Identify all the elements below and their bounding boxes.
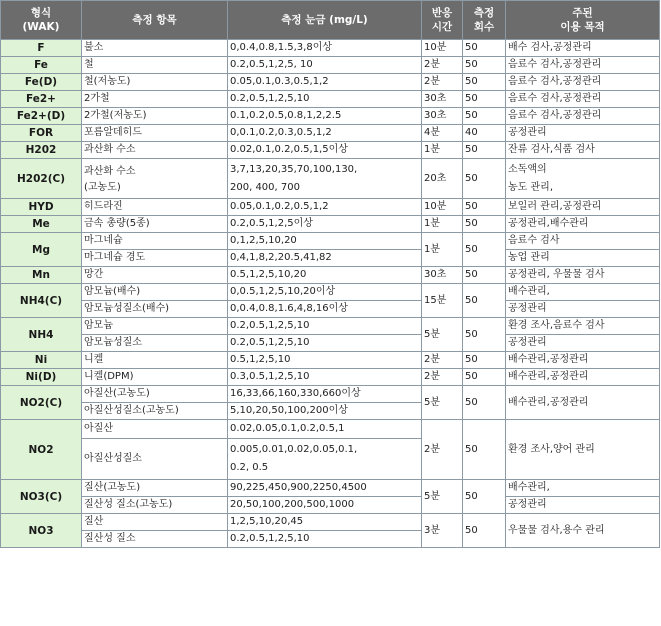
range-values: 0.2,0.5,1,2,5,10 [228, 531, 422, 548]
type-code: Ni [1, 352, 82, 369]
reaction-time: 2분 [422, 57, 463, 74]
type-code: NO3 [1, 514, 82, 548]
item-name: 암모늄(배수) [82, 284, 228, 301]
type-code: HYD [1, 199, 82, 216]
table-row [1, 318, 660, 335]
range-values: 0.2,0.5,1,2,5,10 [228, 335, 422, 352]
main-purpose: 공정관리, 우물물 검사 [506, 267, 660, 284]
item-name: 2가철(저농도) [82, 108, 228, 125]
measure-count: 50 [463, 352, 506, 369]
range-line1: 3,7,13,20,35,70,100,130, [230, 163, 358, 175]
reaction-time: 2분 [422, 420, 463, 480]
item-name: 암모늄성질소 [82, 335, 228, 352]
table-row [1, 233, 660, 250]
type-code: Fe(D) [1, 74, 82, 91]
item-name [82, 159, 228, 199]
table-row [1, 267, 660, 284]
main-purpose: 배수 검사,공정관리 [506, 40, 660, 57]
main-purpose: 공정관리,배수관리 [506, 216, 660, 233]
range-values: 0.05,0.1,0.3,0.5,1,2 [228, 74, 422, 91]
type-code: H202(C) [1, 159, 82, 199]
table-row [1, 514, 660, 531]
range-values: 0,0.1,0.2,0.3,0.5,1,2 [228, 125, 422, 142]
main-purpose: 환경 조사,음료수 검사 [506, 318, 660, 335]
measure-count: 50 [463, 480, 506, 514]
item-name: 마그네슘 [82, 233, 228, 250]
measure-count: 50 [463, 386, 506, 420]
table-row [1, 159, 660, 199]
reaction-time: 5분 [422, 386, 463, 420]
item-name: 금속 총량(5종) [82, 216, 228, 233]
main-purpose: 배수관리,공정관리 [506, 352, 660, 369]
main-purpose: 우물물 검사,용수 관리 [506, 514, 660, 548]
main-purpose [506, 159, 660, 199]
main-purpose: 음료수 검사,공정관리 [506, 108, 660, 125]
main-purpose: 공정관리 [506, 335, 660, 352]
item-name: 암모늄 [82, 318, 228, 335]
header-row [1, 1, 660, 40]
table-row [1, 108, 660, 125]
main-purpose: 환경 조사,양어 관리 [506, 420, 660, 480]
item-name: 아질산성질소(고농도) [82, 403, 228, 420]
type-code: NH4 [1, 318, 82, 352]
table-row [1, 216, 660, 233]
table-row [1, 91, 660, 108]
range-line2: 200, 400, 700 [230, 181, 300, 193]
item-name: 아질산 [82, 420, 228, 439]
item-name-line2: (고농도) [84, 181, 121, 193]
range-values: 0.5,1,2,5,10,20 [228, 267, 422, 284]
main-purpose: 음료수 검사,공정관리 [506, 91, 660, 108]
measure-count: 50 [463, 40, 506, 57]
range-values: 0,4,1,8,2,20.5,41,82 [228, 250, 422, 267]
reaction-time: 2분 [422, 352, 463, 369]
range-line2: 0.2, 0.5 [230, 462, 269, 473]
range-values: 0,0.5,1,2,5,10,20이상 [228, 284, 422, 301]
measure-count: 50 [463, 284, 506, 318]
main-purpose: 공정관리 [506, 497, 660, 514]
item-name: 과산화 수소 [82, 142, 228, 159]
measure-count: 50 [463, 199, 506, 216]
reaction-time: 15분 [422, 284, 463, 318]
item-name: 질산(고농도) [82, 480, 228, 497]
header-item: 측정 항목 [82, 1, 228, 40]
table-row [1, 352, 660, 369]
item-name: 히드라진 [82, 199, 228, 216]
item-name: 2가철 [82, 91, 228, 108]
table-row [1, 250, 660, 267]
table-row [1, 57, 660, 74]
table-row [1, 386, 660, 403]
range-values: 0.2,0.5,1,2,5,10 [228, 91, 422, 108]
table-row [1, 335, 660, 352]
item-name: 망간 [82, 267, 228, 284]
table-row [1, 369, 660, 386]
main-purpose: 음료수 검사,공정관리 [506, 57, 660, 74]
reaction-time: 10분 [422, 40, 463, 57]
item-name: 니켈(DPM) [82, 369, 228, 386]
type-code: Ni(D) [1, 369, 82, 386]
main-purpose: 배수관리, [506, 284, 660, 301]
type-code: H202 [1, 142, 82, 159]
header-range: 측정 눈금 (mg/L) [228, 1, 422, 40]
item-name: 철 [82, 57, 228, 74]
header-count: 측정 회수 [463, 1, 506, 40]
reaction-time: 10분 [422, 199, 463, 216]
table-row [1, 199, 660, 216]
measure-count: 50 [463, 216, 506, 233]
main-purpose: 농업 관리 [506, 250, 660, 267]
measure-count: 50 [463, 318, 506, 352]
range-values: 5,10,20,50,100,200이상 [228, 403, 422, 420]
measure-count: 50 [463, 91, 506, 108]
type-code: NO2(C) [1, 386, 82, 420]
item-name: 포름알데히드 [82, 125, 228, 142]
reaction-time: 30초 [422, 91, 463, 108]
type-code: Mg [1, 233, 82, 267]
measure-count: 50 [463, 369, 506, 386]
table-row [1, 420, 660, 439]
range-values: 0.05,0.1,0.2,0.5,1,2 [228, 199, 422, 216]
range-values: 0.1,0.2,0.5,0.8,1,2,2.5 [228, 108, 422, 125]
header-type: 형식 (WAK) [1, 1, 82, 40]
range-values: 1,2,5,10,20,45 [228, 514, 422, 531]
table-row [1, 40, 660, 57]
item-name: 불소 [82, 40, 228, 57]
type-code: NO3(C) [1, 480, 82, 514]
reaction-time: 2분 [422, 74, 463, 91]
main-purpose: 공정관리 [506, 125, 660, 142]
range-values: 0.2,0.5,1,2,5이상 [228, 216, 422, 233]
main-purpose: 보일러 관리,공정관리 [506, 199, 660, 216]
type-code: F [1, 40, 82, 57]
table-row [1, 480, 660, 497]
type-code: NH4(C) [1, 284, 82, 318]
measure-count: 50 [463, 514, 506, 548]
range-values: 90,225,450,900,2250,4500 [228, 480, 422, 497]
range-values: 0.3,0.5,1,2,5,10 [228, 369, 422, 386]
measure-count: 50 [463, 142, 506, 159]
item-name: 마그네슘 경도 [82, 250, 228, 267]
item-name-line1: 과산화 수소 [84, 165, 136, 177]
measure-count: 50 [463, 233, 506, 267]
measure-count: 50 [463, 108, 506, 125]
main-purpose: 음료수 검사,공정관리 [506, 74, 660, 91]
range-values: 0,0.4,0.8,1.6,4,8,16이상 [228, 301, 422, 318]
type-code: Fe2+ [1, 91, 82, 108]
type-code: Mn [1, 267, 82, 284]
item-name: 질산 [82, 514, 228, 531]
table-row [1, 284, 660, 301]
table-row [1, 142, 660, 159]
type-code: Fe [1, 57, 82, 74]
reaction-time: 3분 [422, 514, 463, 548]
range-values [228, 159, 422, 199]
item-name: 질산성 질소 [82, 531, 228, 548]
type-code: Fe2+(D) [1, 108, 82, 125]
reaction-time: 30초 [422, 108, 463, 125]
item-name: 암모늄성질소(배수) [82, 301, 228, 318]
range-line1: 0.005,0.01,0.02,0.05,0.1, [230, 444, 358, 455]
measure-count: 50 [463, 74, 506, 91]
header-purpose: 주된 이용 목적 [506, 1, 660, 40]
reaction-time: 30초 [422, 267, 463, 284]
range-values: 0.5,1,2,5,10 [228, 352, 422, 369]
type-code: NO2 [1, 420, 82, 480]
reaction-time: 1분 [422, 233, 463, 267]
measure-count: 50 [463, 57, 506, 74]
range-values: 0.02,0.1,0.2,0.5,1,5이상 [228, 142, 422, 159]
main-purpose: 잔류 검사,식품 검사 [506, 142, 660, 159]
item-name: 아질산성질소 [82, 439, 228, 480]
reaction-time: 20초 [422, 159, 463, 199]
range-values: 0.2,0.5,1,2,5,10 [228, 318, 422, 335]
table-row [1, 74, 660, 91]
reaction-time: 5분 [422, 480, 463, 514]
item-name: 철(저농도) [82, 74, 228, 91]
range-values: 0,0.4,0.8,1.5,3,8이상 [228, 40, 422, 57]
range-values: 16,33,66,160,330,660이상 [228, 386, 422, 403]
measure-count: 50 [463, 159, 506, 199]
type-code: FOR [1, 125, 82, 142]
measure-count: 50 [463, 267, 506, 284]
table-row [1, 301, 660, 318]
reaction-time: 1분 [422, 216, 463, 233]
range-values: 20,50,100,200,500,1000 [228, 497, 422, 514]
main-purpose: 배수관리,공정관리 [506, 369, 660, 386]
range-values: 0,1,2,5,10,20 [228, 233, 422, 250]
main-purpose: 음료수 검사 [506, 233, 660, 250]
reaction-time: 2분 [422, 369, 463, 386]
type-code: Me [1, 216, 82, 233]
header-time: 반응 시간 [422, 1, 463, 40]
measure-count: 40 [463, 125, 506, 142]
reaction-time: 1분 [422, 142, 463, 159]
main-purpose: 공정관리 [506, 301, 660, 318]
range-values: 0.2,0.5,1,2,5, 10 [228, 57, 422, 74]
range-values [228, 439, 422, 480]
main-purpose: 배수관리, [506, 480, 660, 497]
item-name: 아질산(고농도) [82, 386, 228, 403]
reaction-time: 5분 [422, 318, 463, 352]
item-name: 니켈 [82, 352, 228, 369]
main-purpose: 배수관리,공정관리 [506, 386, 660, 420]
reaction-time: 4분 [422, 125, 463, 142]
table-row [1, 125, 660, 142]
range-values: 0.02,0.05,0.1,0.2,0.5,1 [228, 420, 422, 439]
measure-count: 50 [463, 420, 506, 480]
purpose-line2: 농도 관리, [508, 181, 553, 193]
table-row [1, 497, 660, 514]
item-name: 질산성 질소(고농도) [82, 497, 228, 514]
purpose-line1: 소독액의 [508, 163, 547, 175]
